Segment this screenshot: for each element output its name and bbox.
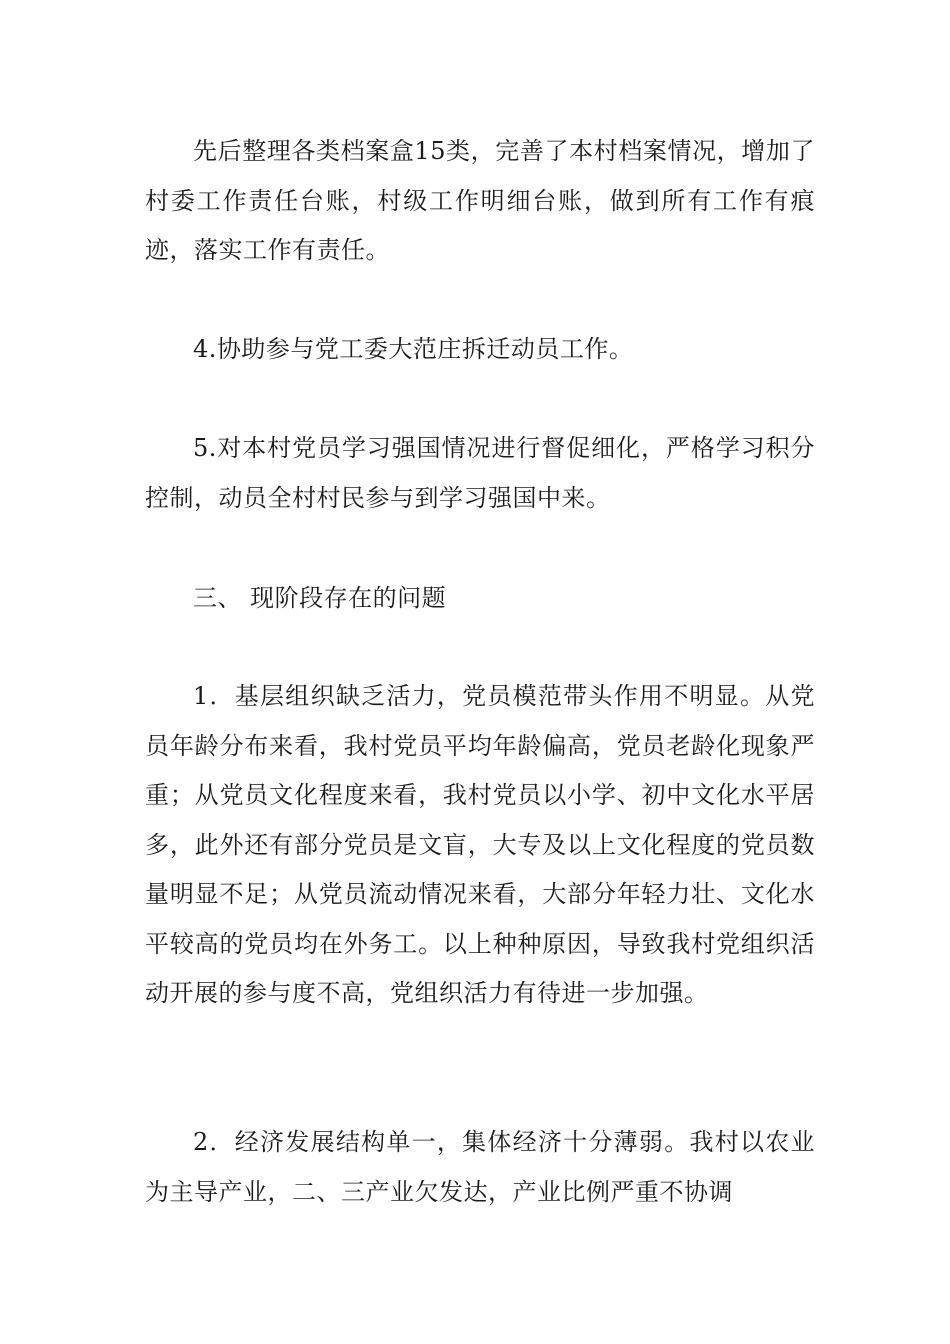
paragraph-archive-work: 先后整理各类档案盒15类，完善了本村档案情况，增加了村委工作责任台账，村级工作明细台账，做到所有工作有痕迹，落实工作有责任。 [145, 137, 815, 264]
paragraph-item-5: 5.对本村党员学习强国情况进行督促细化，严格学习积分控制，动员全村村民参与到学习强国中来。 [145, 434, 815, 512]
section-heading-current-problems: 三、 现阶段存在的问题 [193, 584, 447, 612]
paragraph-item-4: 4.协助参与党工委大范庄拆迁动员工作。 [193, 335, 634, 363]
paragraph-problem-2: 2．经济发展结构单一，集体经济十分薄弱。我村以农业为主导产业，二、三产业欠发达，产业比例严重不协调 [145, 1128, 815, 1206]
paragraph-problem-1: 1．基层组织缺乏活力，党员模范带头作用不明显。从党员年龄分布来看，我村党员平均年龄偏高，党员老龄化现象严重；从党员文化程度来看，我村党员以小学、初中文化水平居多，此外还有部分党员是文盲，大专及以上文化程度的党员数量明显不足；从党员流动情况来看，大部分年轻力壮、文化水平较高的党员均在外务工。以上种种原因，导致我村党组织活动开展的参与度不高，党组织活力有待进一步加强。 [145, 682, 815, 1007]
